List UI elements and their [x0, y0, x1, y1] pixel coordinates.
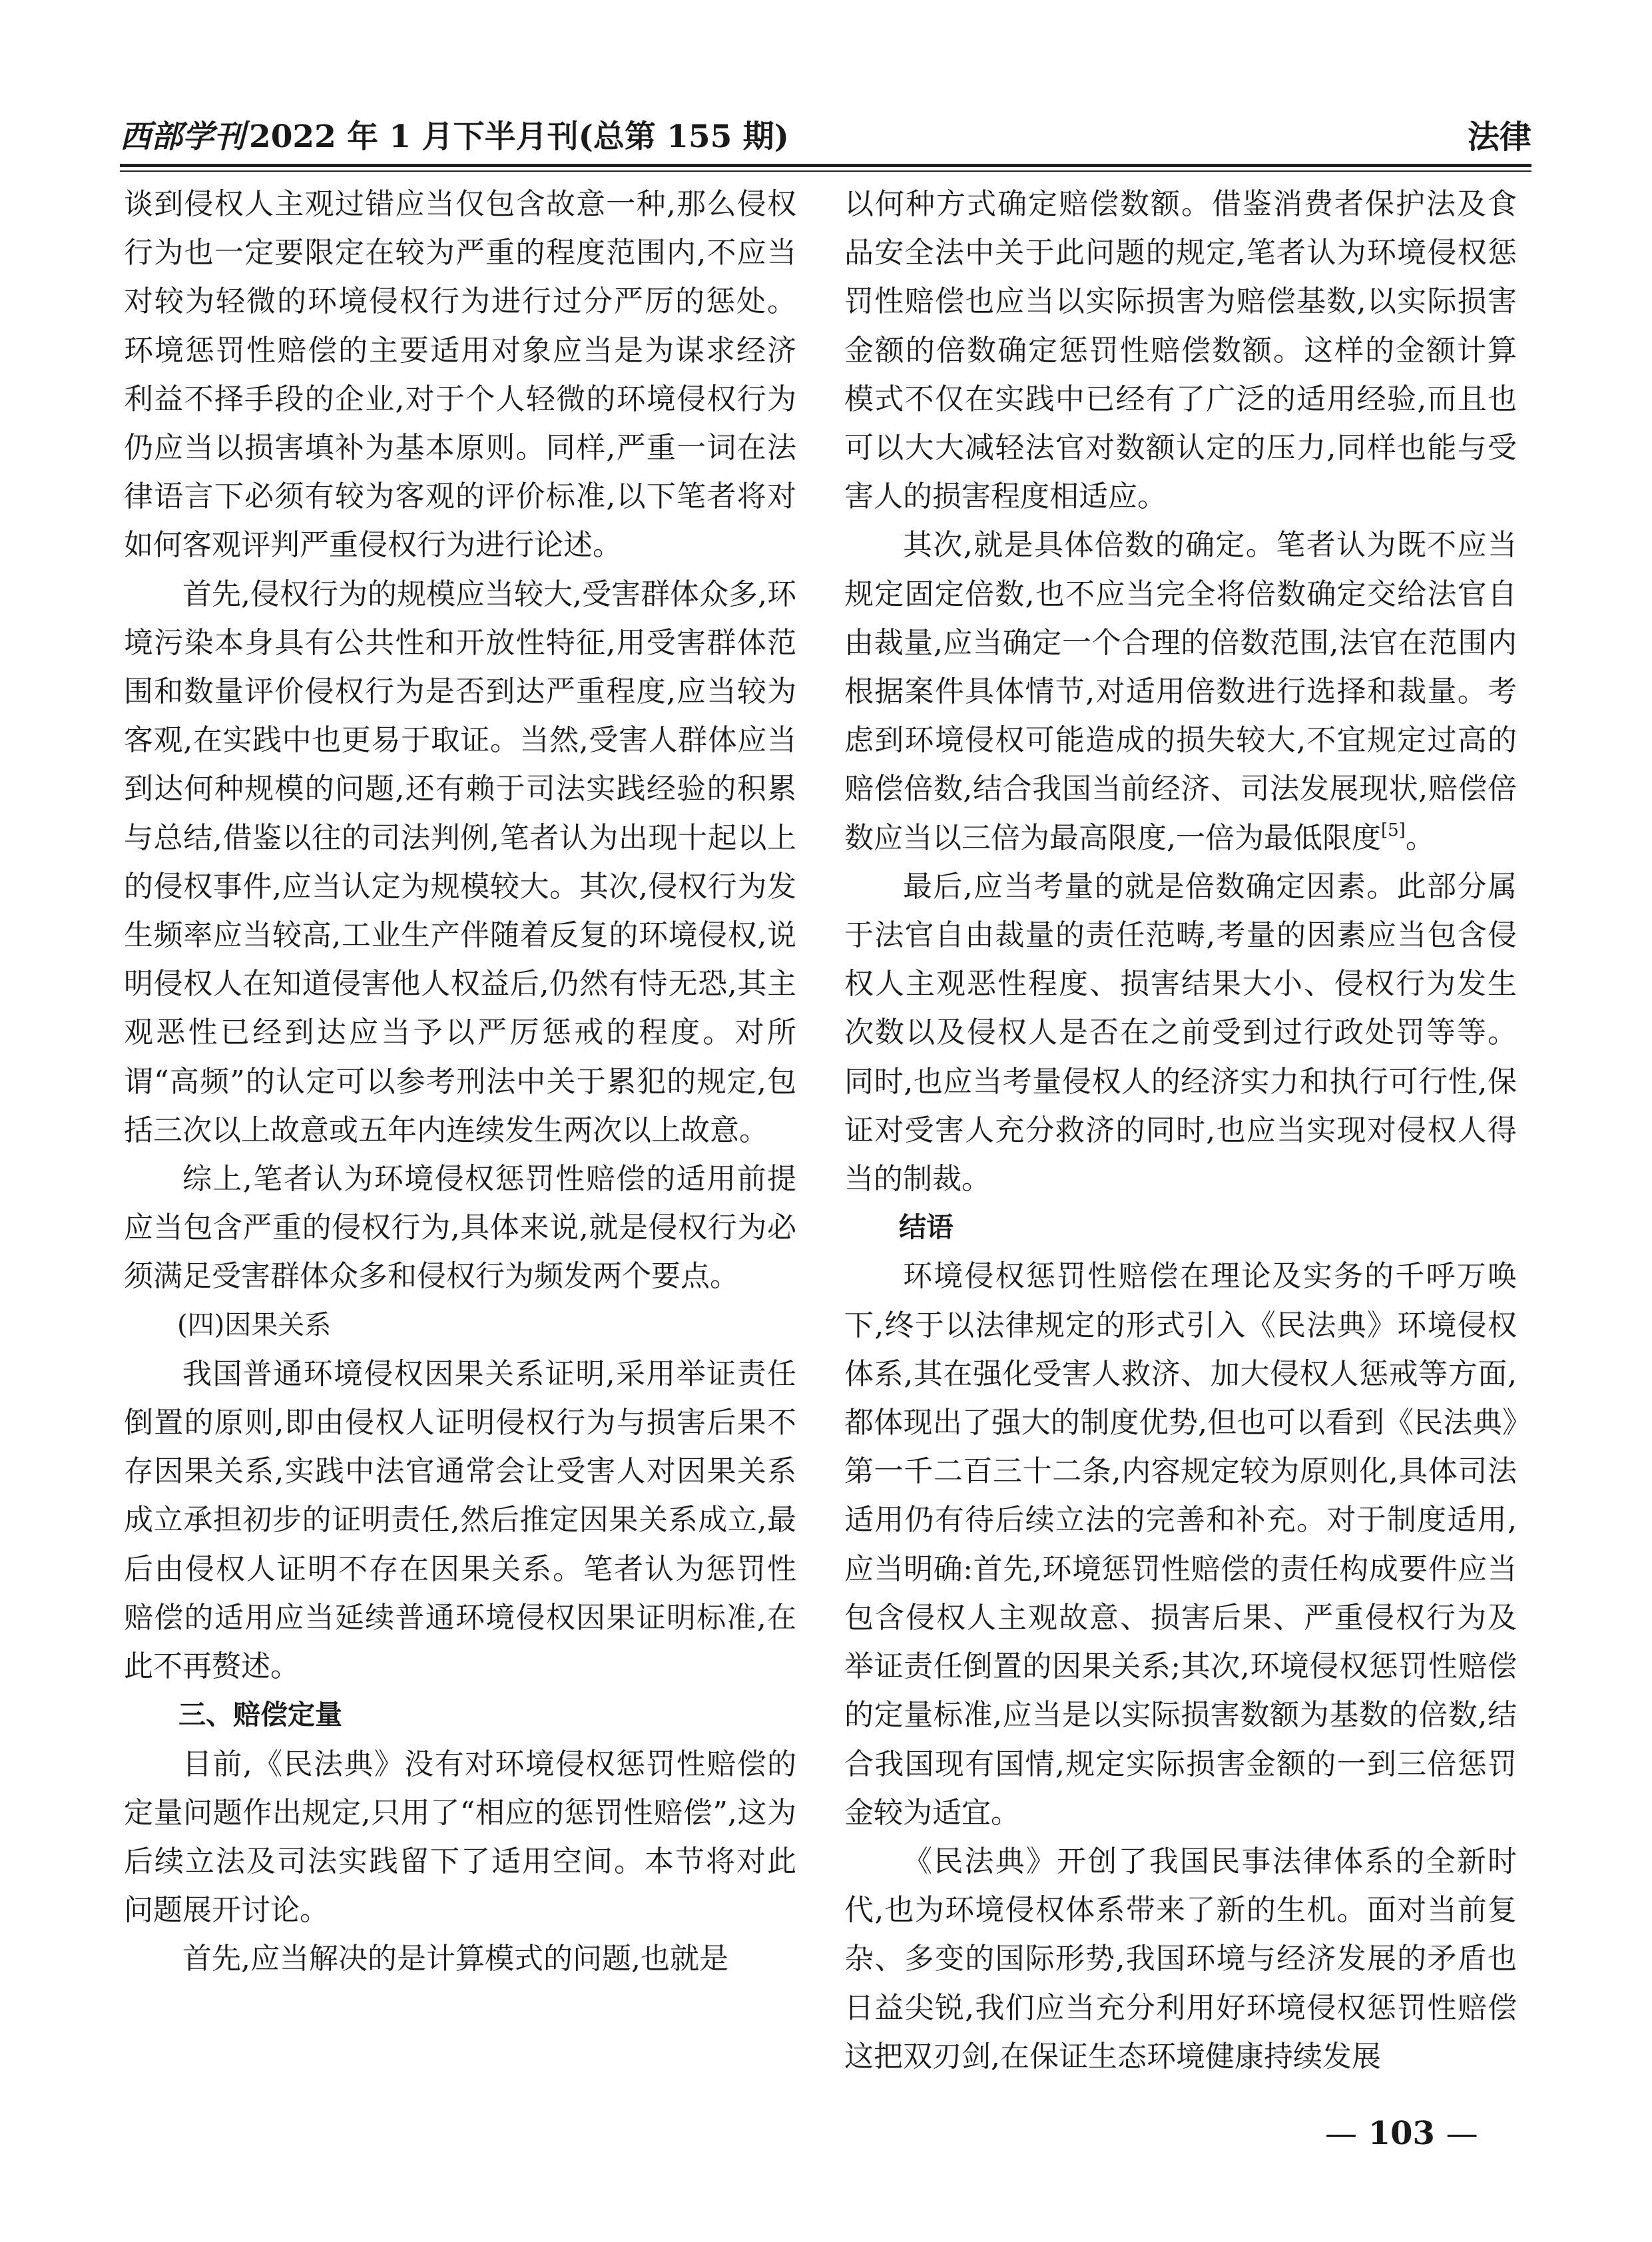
paragraph: 我国普通环境侵权因果关系证明,采用举证责任倒置的原则,即由侵权人证明侵权行为与损害后果不存因果关系,实践中法官通常会让受害人对因果关系成立承担初步的证明责任,然后推定因果关系成立,最后由侵权人证明不存在因果关系。笔者认为惩罚性赔偿的适用应当延续普通环境侵权因果证明标准,在此不再赘述。 — [124, 1356, 796, 1684]
running-header — [120, 112, 1531, 162]
paragraph: 首先,侵权行为的规模应当较大,受害群体众多,环境污染本身具有公共性和开放性特征,用受害群体范围和数量评价侵权行为是否到达严重程度,应当较为客观,在实践中也更易于取证。当然,受害人群体应当到达何种规模的问题,还有赖于司法实践经验的积累与总结,借鉴以往的司法判例,笔者认为出现十起以上的侵权事件,应当认定为规模较大。其次,侵权行为发生频率应当较高,工业生产伴随着反复的环境侵权,说明侵权人在知道侵害他人权益后,仍然有恃无恐,其主观恶性已经到达应当予以严厉惩戒的程度。对所谓“高频”的认定可以参考刑法中关于累犯的规定,包括三次以上故意或五年内连续发生两次以上故意。 — [124, 577, 796, 1147]
section-tag: 法律 — [1467, 119, 1531, 156]
paragraph: 综上,笔者认为环境侵权惩罚性赔偿的适用前提应当包含严重的侵权行为,具体来说,就是侵权行为必须满足受害群体众多和侵权行为频发两个要点。 — [124, 1162, 796, 1294]
paragraph — [844, 521, 1517, 862]
section-heading: 结语 — [899, 1211, 954, 1244]
citation-ref: [5] — [1381, 820, 1406, 840]
section-heading: 三、赔偿定量 — [178, 1699, 342, 1731]
paragraph: 目前,《民法典》没有对环境侵权惩罚性赔偿的定量问题作出规定,只用了“相应的惩罚性赔偿”,这为后续立法及司法实践留下了适用空间。本节将对此问题展开讨论。 — [124, 1747, 796, 1928]
paragraph: 谈到侵权人主观过错应当仅包含故意一种,那么侵权行为也一定要限定在较为严重的程度范围内,不应当对较为轻微的环境侵权行为进行过分严厉的惩处。环境惩罚性赔偿的主要适用对象应当是为谋求经济利益不择手段的企业,对于个人轻微的环境侵权行为仍应当以损害填补为基本原则。同样,严重一词在法律语言下必须有较为客观的评价标准,以下笔者将对如何客观评判严重侵权行为进行论述。 — [124, 187, 796, 563]
journal-issue — [120, 112, 789, 162]
page-number: 103 — [1368, 2115, 1435, 2152]
header-rule-thick — [120, 164, 1531, 167]
paragraph: 《民法典》开创了我国民事法律体系的全新时代,也为环境侵权体系带来了新的生机。面对当前复杂、多变的国际形势,我国环境与经济发展的矛盾也日益尖锐,我们应当充分利用好环境侵权惩罚性赔偿这把双刃剑,在保证生态环境健康持续发展 — [844, 1844, 1517, 2074]
journal-logo: 西部学刊 — [120, 119, 245, 155]
issue-info: 2022 年 1 月下半月刊(总第 155 期) — [249, 119, 789, 155]
page-footer — [1325, 2115, 1478, 2152]
paragraph: 首先,应当解决的是计算模式的问题,也就是 — [182, 1942, 728, 1976]
footer-dash: — — [1325, 2115, 1357, 2152]
paragraph: 以何种方式确定赔偿数额。借鉴消费者保护法及食品安全法中关于此问题的规定,笔者认为环境侵权惩罚性赔偿也应当以实际损害为赔偿基数,以实际损害金额的倍数确定惩罚性赔偿数额。这样的金额计算模式不仅在实践中已经有了广泛的适用经验,而且也可以大大减轻法官对数额认定的压力,同样也能与受害人的损害程度相适应。 — [844, 187, 1517, 514]
left-column — [124, 180, 796, 1984]
paragraph-end: 。 — [1405, 820, 1435, 855]
right-column — [844, 180, 1517, 2081]
paragraph: 最后,应当考量的就是倍数确定因素。此部分属于法官自由裁量的责任范畴,考量的因素应当包含侵权人主观恶性程度、损害结果大小、侵权行为发生次数以及侵权人是否在之前受到过行政处罚等等。同时,也应当考量侵权人的经济实力和执行可行性,保证对受害人充分救济的同时,也应当实现对侵权人得当的制裁。 — [844, 869, 1517, 1197]
subsection-heading: (四)因果关系 — [177, 1309, 332, 1340]
paragraph-text: 其次,就是具体倍数的确定。笔者认为既不应当规定固定倍数,也不应当完全将倍数确定交给法官自由裁量,应当确定一个合理的倍数范围,法官在范围内根据案件具体情节,对适用倍数进行选择和裁量。考虑到环境侵权可能造成的损失较大,不宜规定过高的赔偿倍数,结合我国当前经济、司法发展现状,赔偿倍数应当以三倍为最高限度,一倍为最低限度 — [844, 528, 1517, 855]
header-rule-thin — [120, 170, 1531, 172]
footer-dash: — — [1446, 2115, 1478, 2152]
paragraph: 环境侵权惩罚性赔偿在理论及实务的千呼万唤下,终于以法律规定的形式引入《民法典》环境侵权体系,其在强化受害人救济、加大侵权人惩戒等方面,都体现出了强大的制度优势,但也可以看到《民法典》第一千二百三十二条,内容规定较为原则化,具体司法适用仍有待后续立法的完善和补充。对于制度适用,应当明确:首先,环境惩罚性赔偿的责任构成要件应当包含侵权人主观故意、损害后果、严重侵权行为及举证责任倒置的因果关系;其次,环境侵权惩罚性赔偿的定量标准,应当是以实际损害数额为基数的倍数,结合我国现有国情,规定实际损害金额的一到三倍惩罚金较为适宜。 — [844, 1259, 1517, 1830]
